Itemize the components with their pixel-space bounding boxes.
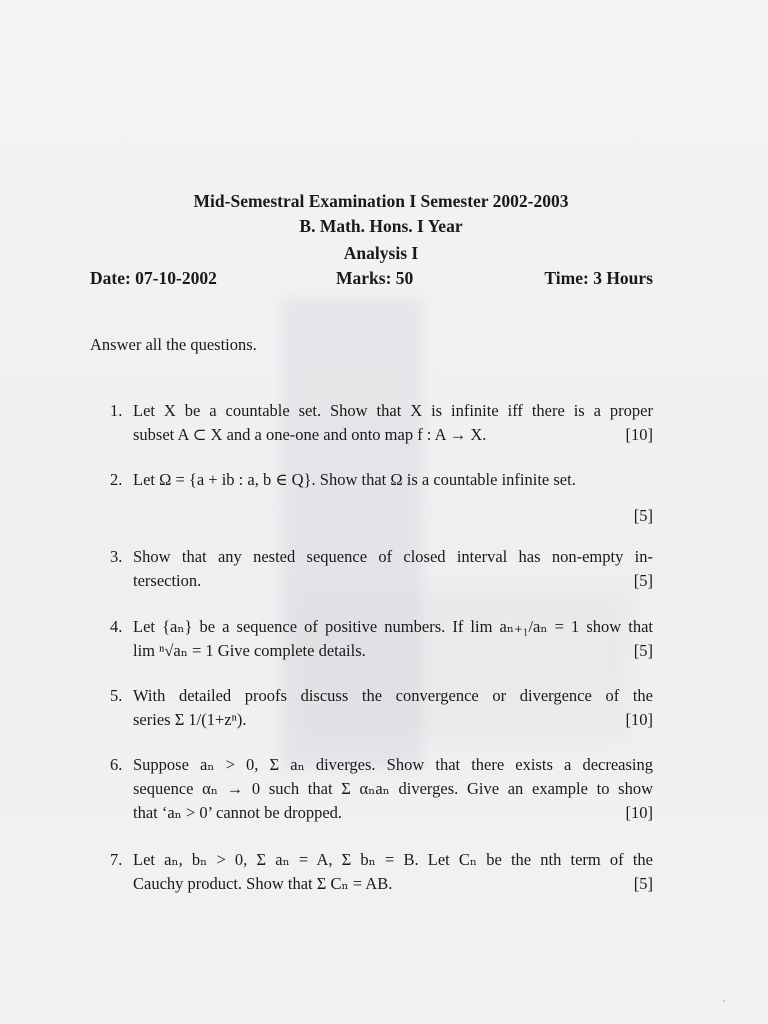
question-marks: [10]	[625, 803, 653, 822]
question-line: Show that any nested sequence of closed interval has non-empty in-	[133, 547, 653, 566]
question-line: With detailed proofs discuss the convergence or divergence of the	[133, 686, 653, 705]
question-2	[110, 468, 653, 528]
question-line: Suppose aₙ > 0, Σ aₙ diverges. Show that there exists a decreasing	[133, 755, 653, 774]
subject-line: Analysis I	[343, 243, 419, 263]
question-line: Let {aₙ} be a sequence of positive numbers. If lim aₙ₊₁/aₙ = 1 show that	[133, 617, 653, 636]
question-number: 2.	[110, 470, 123, 489]
question-marks: [10]	[625, 710, 653, 729]
question-line: tersection.	[133, 571, 202, 590]
question-line: that ‘aₙ > 0’ cannot be dropped.	[133, 803, 343, 822]
question-marks: [5]	[633, 506, 653, 525]
question-line: subset A ⊂ X and a one-one and onto map f : A → X.	[133, 425, 487, 444]
question-line: lim ⁿ√aₙ = 1 Give complete details.	[133, 641, 366, 660]
question-marks: [5]	[633, 571, 653, 590]
question-number: 3.	[110, 547, 123, 566]
question-line: series Σ 1/(1+zⁿ).	[133, 710, 247, 729]
course-line: B. Math. Hons. I Year	[299, 216, 463, 236]
question-number: 6.	[110, 755, 123, 774]
paper-speck	[723, 1000, 725, 1002]
question-line: sequence αₙ → 0 such that Σ αₙaₙ diverges. Give an example to show	[133, 779, 653, 798]
question-4	[110, 615, 653, 663]
exam-time: Time: 3 Hours	[544, 268, 653, 288]
question-marks: [5]	[633, 641, 653, 660]
question-number: 5.	[110, 686, 123, 705]
question-line: Let aₙ, bₙ > 0, Σ aₙ = A, Σ bₙ = B. Let Cₙ be the nth term of the	[133, 850, 653, 869]
question-1	[110, 399, 653, 447]
question-line: Let Ω = {a + ib : a, b ∈ Q}. Show that Ω is a countable infinite set.	[133, 470, 576, 489]
question-6	[110, 753, 653, 825]
exam-title: Mid-Semestral Examination I Semester 2002-2003	[193, 191, 569, 211]
question-line: Let X be a countable set. Show that X is infinite iff there is a proper	[133, 401, 653, 420]
question-marks: [5]	[633, 874, 653, 893]
question-3	[110, 545, 653, 593]
question-line: Cauchy product. Show that Σ Cₙ = AB.	[133, 874, 393, 893]
exam-date: Date: 07-10-2002	[90, 268, 217, 288]
question-marks: [10]	[625, 425, 653, 444]
question-number: 1.	[110, 401, 123, 420]
question-number: 4.	[110, 617, 123, 636]
question-5	[110, 684, 653, 732]
question-7	[110, 848, 653, 896]
exam-marks: Marks: 50	[336, 268, 414, 288]
instruction-text: Answer all the questions.	[90, 335, 257, 354]
question-number: 7.	[110, 850, 123, 869]
